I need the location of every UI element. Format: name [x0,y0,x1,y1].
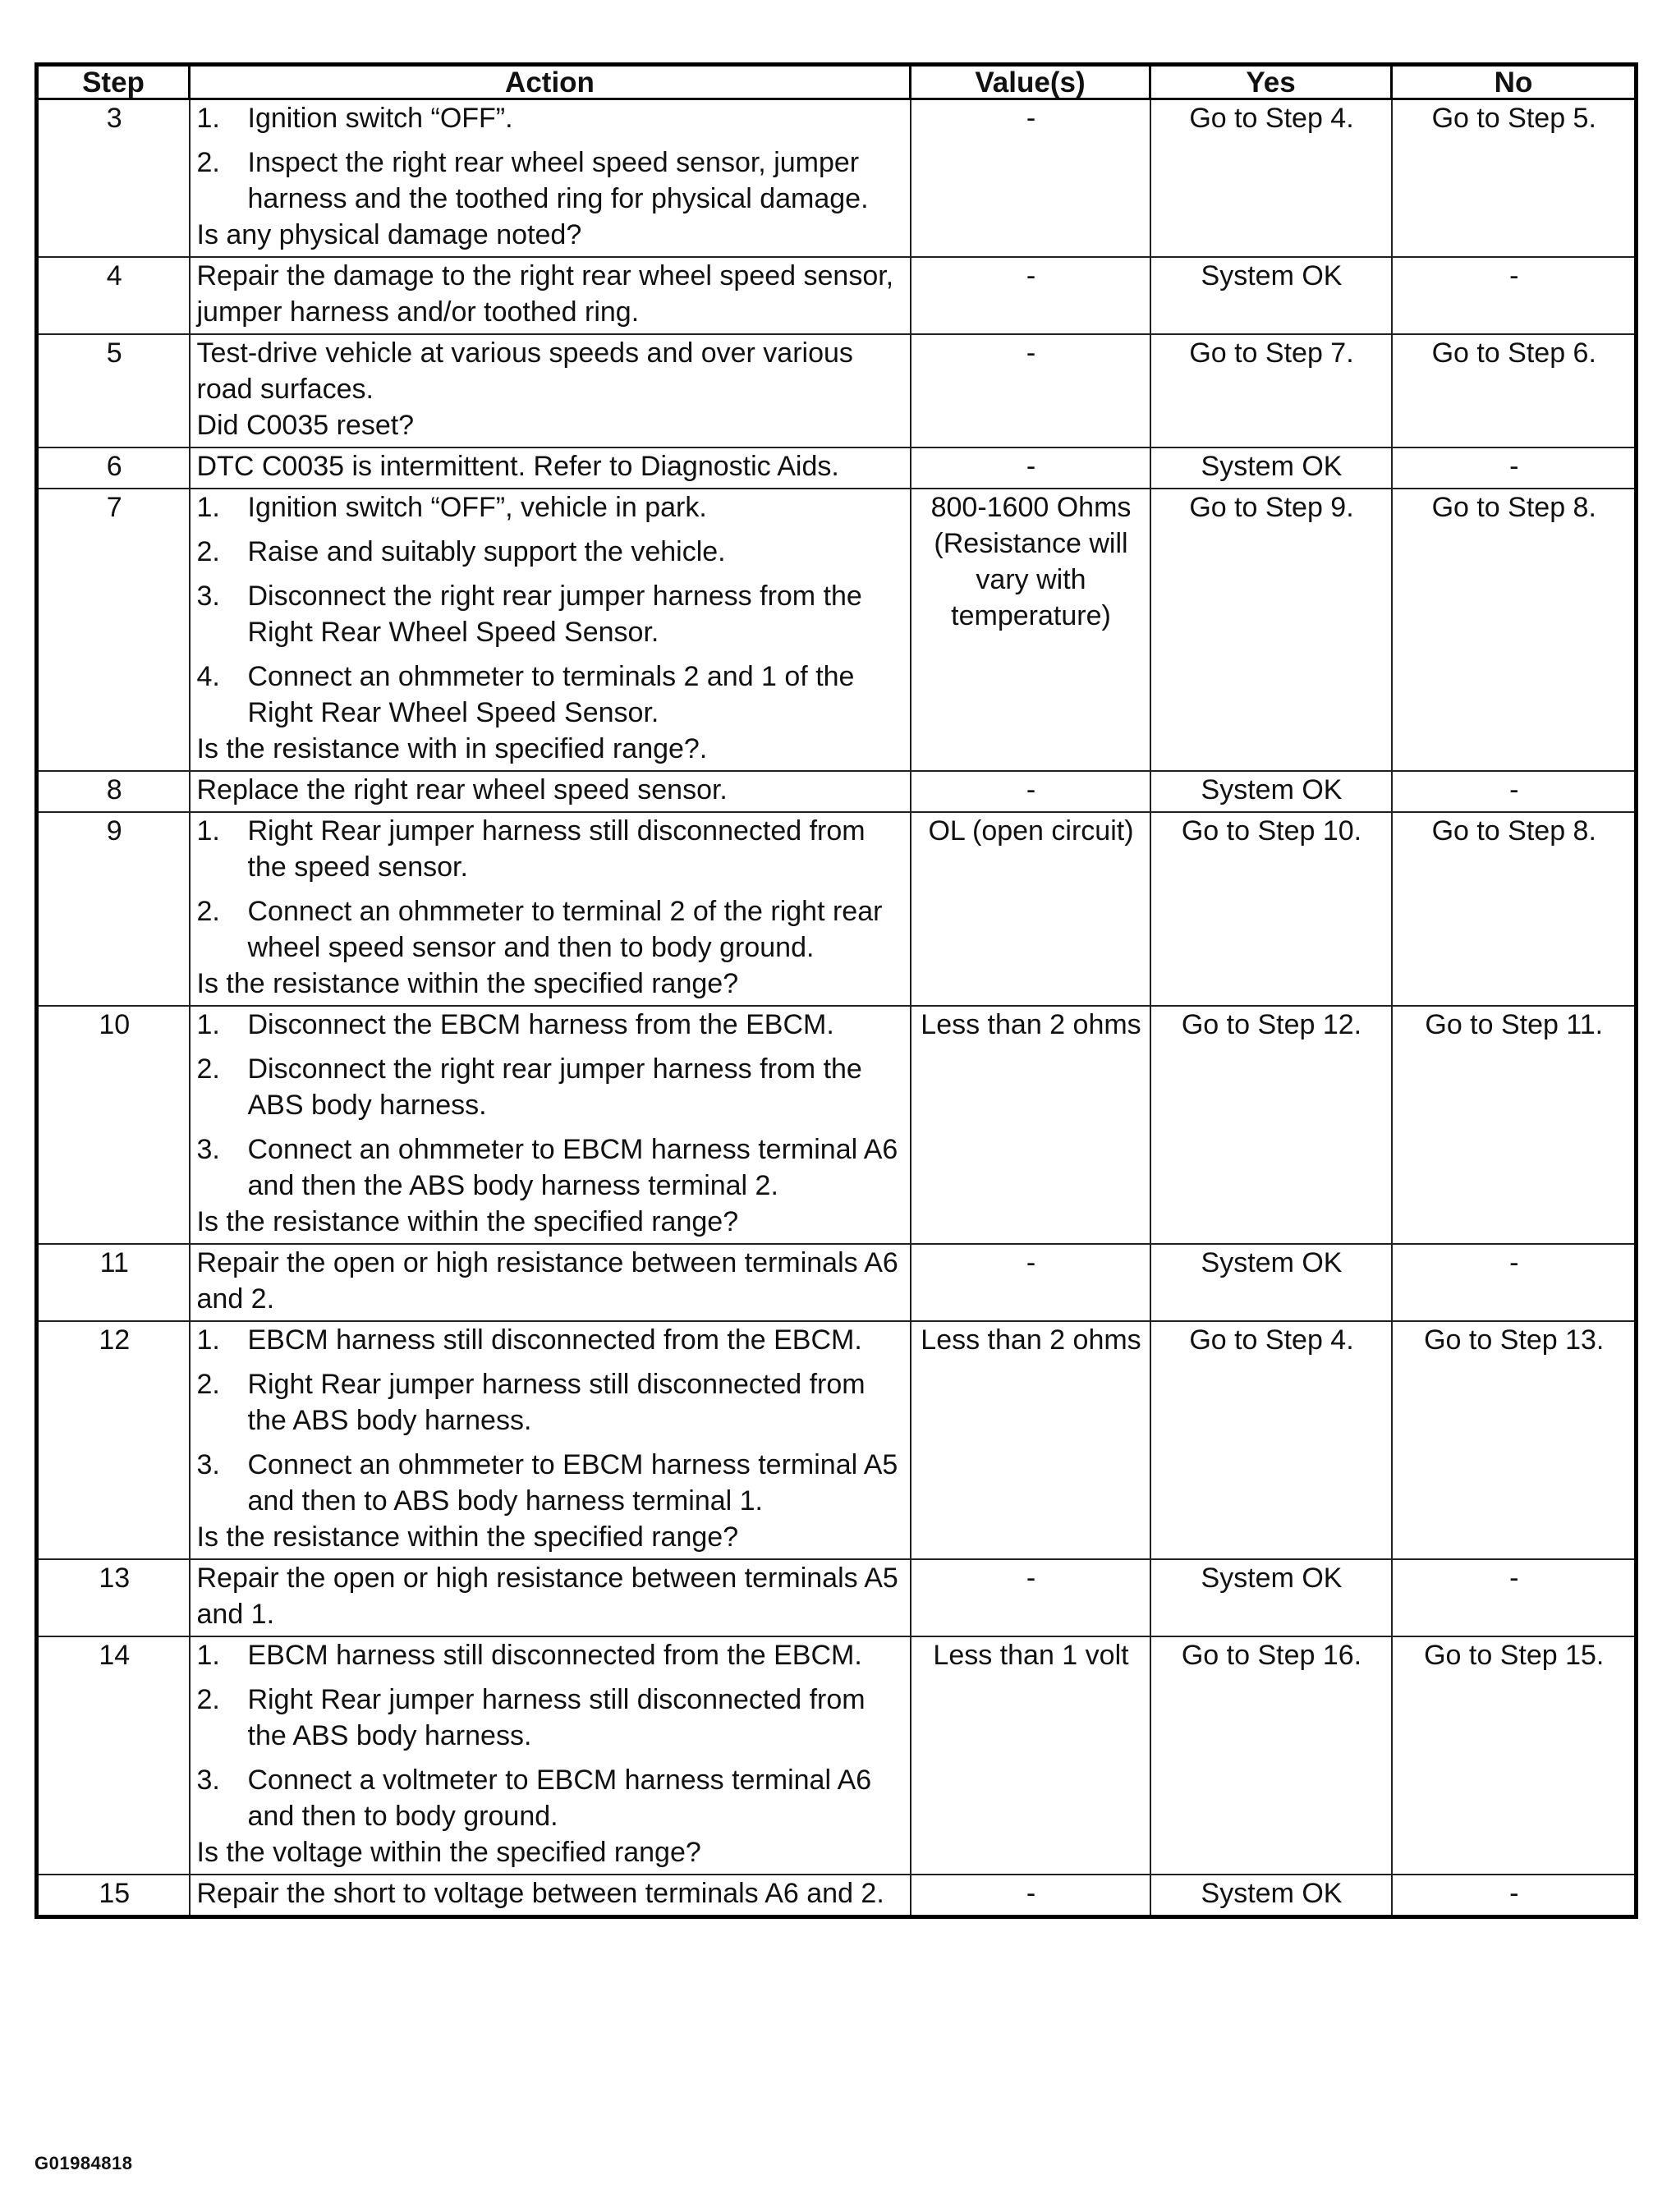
action-step-text: Connect an ohmmeter to terminals 2 and 1 of the Right Rear Wheel Speed Sensor. [247,661,855,728]
step-index: 1. [196,103,220,134]
action-step-text: Disconnect the EBCM harness from the EBCM. [247,1009,834,1040]
action-question: Is the voltage within the specified range? [196,1837,701,1868]
action-step-text: EBCM harness still disconnected from the EBCM. [247,1324,862,1356]
action-cell [190,812,911,1006]
action-text: DTC C0035 is intermittent. Refer to Diagnostic Aids. [196,451,839,482]
step-number: 6 [37,447,190,489]
step-number: 7 [37,489,190,771]
no-cell: - [1392,771,1637,812]
action-step [197,659,905,731]
table-row [37,1559,1637,1636]
action-step [197,1007,905,1043]
step-number: 13 [37,1559,190,1636]
yes-cell: System OK [1150,1875,1392,1917]
step-index: 1. [196,1640,220,1671]
action-step [197,1051,905,1123]
action-step [197,1762,905,1834]
step-index: 2. [196,536,220,567]
action-question: Is any physical damage noted? [196,219,582,250]
action-step-text: Connect an ohmmeter to terminal 2 of the right rear wheel speed sensor and then to body ground. [247,896,883,963]
yes-cell: Go to Step 4. [1150,99,1392,258]
step-index: 2. [196,1369,220,1400]
action-question: Is the resistance within the specified range? [196,1521,739,1553]
no-cell: - [1392,1875,1637,1917]
step-number: 4 [37,257,190,334]
action-cell [190,447,911,489]
step-index: 1. [196,815,220,847]
action-steps [197,813,905,966]
action-step [197,813,905,885]
table-row [37,334,1637,447]
step-index: 3. [196,1134,220,1165]
action-cell [190,1006,911,1244]
value-cell: - [911,334,1150,447]
header-no: No [1392,65,1637,99]
action-step [197,893,905,966]
no-cell: - [1392,447,1637,489]
step-index: 3. [196,1449,220,1480]
action-step-text: Inspect the right rear wheel speed sensor, jumper harness and the toothed ring for physical damage. [247,147,869,214]
header-yes: Yes [1150,65,1392,99]
step-number: 14 [37,1636,190,1875]
value-cell: - [911,99,1150,258]
step-number: 5 [37,334,190,447]
step-number: 9 [37,812,190,1006]
action-step [197,1637,905,1673]
action-step-text: Right Rear jumper harness still disconnected from the ABS body harness. [247,1369,866,1436]
action-step [197,1682,905,1754]
table-row [37,489,1637,771]
yes-cell: Go to Step 10. [1150,812,1392,1006]
value-cell: Less than 2 ohms [911,1321,1150,1559]
value-cell: - [911,257,1150,334]
no-cell: Go to Step 15. [1392,1636,1637,1875]
no-cell: Go to Step 8. [1392,812,1637,1006]
action-cell [190,771,911,812]
table-header [37,65,1637,99]
action-text: Repair the short to voltage between terminals A6 and 2. [196,1878,884,1909]
value-cell: - [911,771,1150,812]
no-cell: Go to Step 5. [1392,99,1637,258]
action-step-text: Disconnect the right rear jumper harness from the Right Rear Wheel Speed Sensor. [247,581,862,648]
step-number: 8 [37,771,190,812]
action-step-text: Raise and suitably support the vehicle. [247,536,726,567]
yes-cell: System OK [1150,1559,1392,1636]
action-cell [190,1636,911,1875]
action-step-text: Connect a voltmeter to EBCM harness terminal A6 and then to body ground. [247,1765,872,1832]
value-cell: 800-1600 Ohms (Resistance will vary with temperature) [911,489,1150,771]
no-cell: Go to Step 8. [1392,489,1637,771]
step-index: 1. [196,1324,220,1356]
action-question: Is the resistance within the specified range? [196,1206,739,1237]
value-cell: - [911,447,1150,489]
action-cell [190,489,911,771]
action-cell [190,334,911,447]
action-steps [197,1007,905,1204]
diagnostic-table [34,62,1638,1919]
value-cell: OL (open circuit) [911,812,1150,1006]
action-step [197,489,905,525]
table-row [37,1636,1637,1875]
action-step-text: Right Rear jumper harness still disconnected from the ABS body harness. [247,1684,866,1751]
table-row [37,1875,1637,1917]
table-row [37,1321,1637,1559]
step-index: 2. [196,896,220,927]
step-number: 15 [37,1875,190,1917]
table-row [37,447,1637,489]
table-body [37,99,1637,1917]
step-index: 1. [196,1009,220,1040]
step-number: 11 [37,1244,190,1321]
value-cell: - [911,1875,1150,1917]
action-step [197,1131,905,1204]
action-steps [197,100,905,217]
action-step [197,1366,905,1439]
step-index: 3. [196,1765,220,1796]
table-row [37,812,1637,1006]
yes-cell: System OK [1150,1244,1392,1321]
step-index: 4. [196,661,220,692]
action-cell [190,99,911,258]
action-cell [190,1244,911,1321]
action-question: Did C0035 reset? [196,410,415,441]
header-step: Step [37,65,190,99]
action-cell [190,1321,911,1559]
action-step [197,578,905,650]
yes-cell: Go to Step 7. [1150,334,1392,447]
yes-cell: Go to Step 16. [1150,1636,1392,1875]
step-index: 2. [196,1684,220,1715]
table-row [37,1006,1637,1244]
action-step [197,1322,905,1358]
action-steps [197,1637,905,1834]
action-step-text: Ignition switch “OFF”. [247,103,513,134]
no-cell: - [1392,1559,1637,1636]
table-row [37,771,1637,812]
figure-id: G01984818 [34,2153,133,2173]
table-row [37,99,1637,258]
action-text: Repair the damage to the right rear wheel speed sensor, jumper harness and/or toothed ring. [196,260,894,328]
table-row [37,1244,1637,1321]
action-text: Repair the open or high resistance between terminals A6 and 2. [196,1247,898,1315]
action-question: Is the resistance with in specified range?. [196,733,708,764]
no-cell: Go to Step 13. [1392,1321,1637,1559]
value-cell: - [911,1559,1150,1636]
action-step-text: Connect an ohmmeter to EBCM harness terminal A5 and then to ABS body harness terminal 1. [247,1449,898,1517]
header-action: Action [190,65,911,99]
no-cell: - [1392,1244,1637,1321]
header-row [37,65,1637,99]
value-cell: Less than 2 ohms [911,1006,1150,1244]
step-number: 12 [37,1321,190,1559]
action-steps [197,1322,905,1519]
action-step [197,1447,905,1519]
action-step [197,534,905,570]
table-row [37,257,1637,334]
yes-cell: System OK [1150,257,1392,334]
header-values: Value(s) [911,65,1150,99]
no-cell: Go to Step 11. [1392,1006,1637,1244]
action-steps [197,489,905,731]
yes-cell: System OK [1150,447,1392,489]
step-number: 3 [37,99,190,258]
action-cell [190,1875,911,1917]
action-text: Test-drive vehicle at various speeds and over various road surfaces. [196,337,853,405]
action-step [197,100,905,136]
action-text: Replace the right rear wheel speed sensor. [196,774,728,805]
action-text: Repair the open or high resistance between terminals A5 and 1. [196,1563,898,1630]
step-number: 10 [37,1006,190,1244]
action-cell [190,257,911,334]
action-step [197,145,905,217]
action-step-text: Right Rear jumper harness still disconnected from the speed sensor. [247,815,866,883]
action-step-text: Disconnect the right rear jumper harness from the ABS body harness. [247,1053,862,1121]
yes-cell: Go to Step 12. [1150,1006,1392,1244]
action-step-text: EBCM harness still disconnected from the EBCM. [247,1640,862,1671]
step-index: 3. [196,581,220,612]
value-cell: Less than 1 volt [911,1636,1150,1875]
step-index: 2. [196,147,220,178]
action-step-text: Ignition switch “OFF”, vehicle in park. [247,492,707,523]
action-question: Is the resistance within the specified range? [196,968,739,999]
no-cell: Go to Step 6. [1392,334,1637,447]
yes-cell: Go to Step 9. [1150,489,1392,771]
step-index: 2. [196,1053,220,1085]
action-cell [190,1559,911,1636]
action-step-text: Connect an ohmmeter to EBCM harness terminal A6 and then the ABS body harness terminal 2. [247,1134,898,1201]
value-cell: - [911,1244,1150,1321]
yes-cell: Go to Step 4. [1150,1321,1392,1559]
yes-cell: System OK [1150,771,1392,812]
no-cell: - [1392,257,1637,334]
step-index: 1. [196,492,220,523]
